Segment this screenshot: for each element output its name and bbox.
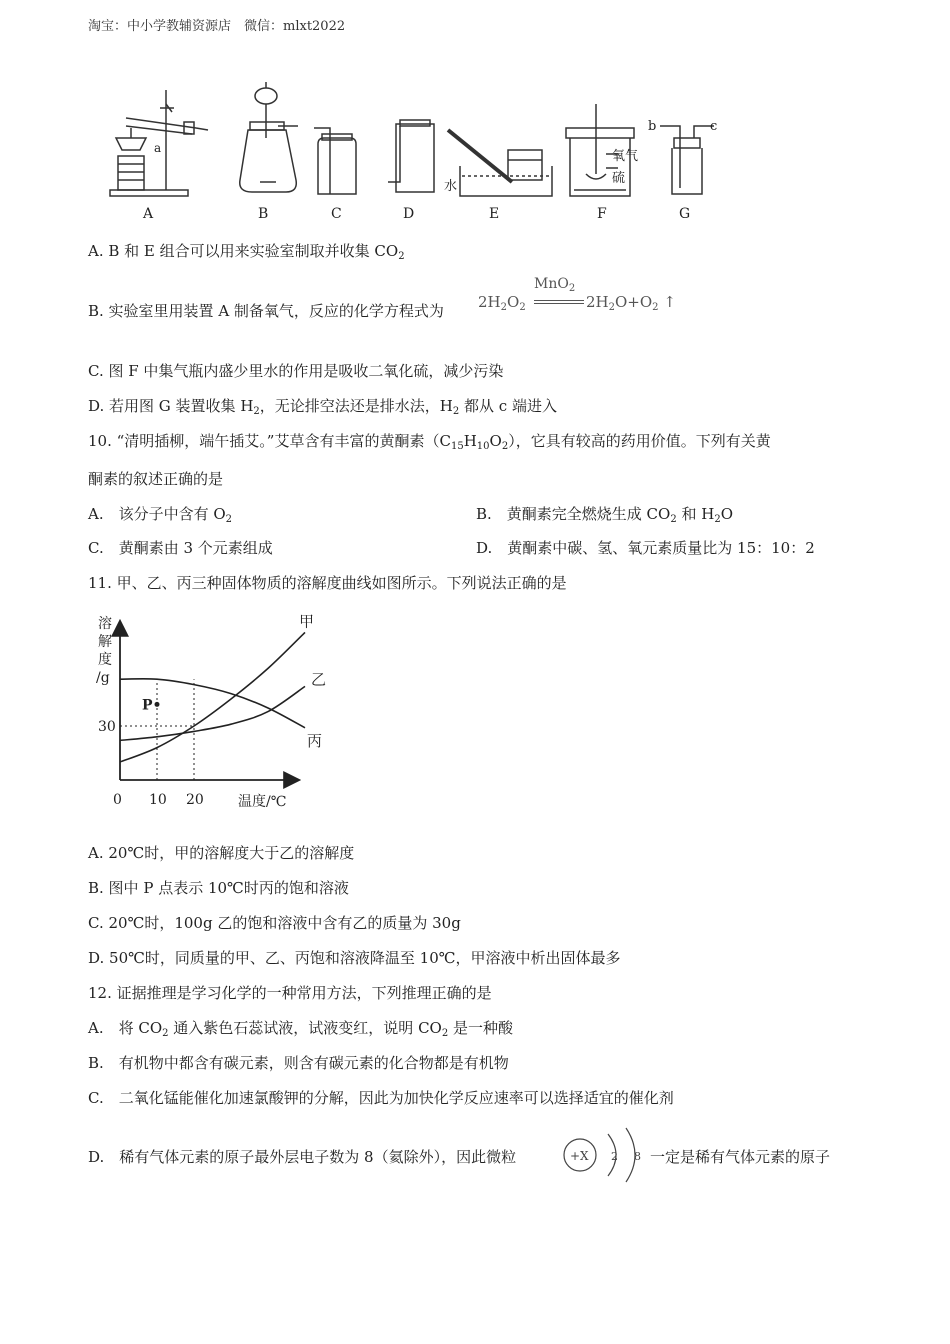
shell-2-count: 8: [634, 1150, 641, 1163]
label-water: 水: [444, 179, 458, 194]
label-oxygen: 氧气: [612, 149, 639, 164]
apparatus-figure: [100, 78, 740, 226]
q12-option-d: D. 稀有气体元素的原子最外层电子数为 8（氦除外），因此微粒: [88, 1148, 517, 1166]
xlabel: 温度/℃: [238, 794, 287, 810]
label-d: D: [403, 206, 415, 222]
q10-option-b: B. 黄酮素完全燃烧生成 $CO_2$ 和 $H_2O$: [476, 505, 734, 525]
curve-label-1: 甲: [299, 612, 315, 631]
q9-option-d: D. 若用图 G 装置收集 $H_2$，无论排空法还是排水法，$H_2$ 都从 c 端进入: [88, 397, 557, 417]
shell-1-count: 2: [611, 1150, 618, 1163]
xtick-20: 20: [186, 792, 204, 808]
q11-option-b: B. 图中 P 点表示 10℃时丙的饱和溶液: [88, 879, 349, 897]
label-b: B: [258, 206, 269, 222]
label-f: F: [597, 206, 607, 222]
label-b-end: b: [648, 119, 657, 134]
apparatus-g: [660, 126, 714, 194]
apparatus-e: [448, 130, 552, 196]
chemical-equation: $2H_2O_2$ MnO$_2$ $2H_2O+O_2$ ↑: [478, 276, 676, 313]
ytick-30: 30: [98, 719, 116, 735]
q12-option-a: A. 将 $CO_2$ 通入紫色石蕊试液，试液变红，说明 $CO_2$ 是一种酸: [88, 1019, 513, 1039]
ylabel-3: 度: [98, 652, 112, 668]
label-sulfur: 硫: [612, 171, 626, 186]
apparatus-d: [388, 120, 434, 192]
q10-stem-line2: 酮素的叙述正确的是: [88, 470, 224, 488]
q10-option-c: C. 黄酮素由 3 个元素组成: [88, 539, 273, 557]
atom-structure-diagram: [558, 1124, 650, 1184]
q11-option-a: A. 20℃时，甲的溶解度大于乙的溶解度: [88, 844, 355, 862]
ylabel-1: 溶: [98, 616, 112, 632]
q11-option-d: D. 50℃时，同质量的甲、乙、丙饱和溶液降温至 10℃，甲溶液中析出固体最多: [88, 949, 621, 967]
point-p-label: P: [142, 697, 153, 714]
page-header: 淘宝：中小学教辅资源店 微信：mlxt2022: [88, 19, 346, 34]
nucleus-label: +X: [570, 1149, 589, 1163]
ylabel-2: 解: [98, 634, 112, 650]
q11-stem: 11. 甲、乙、丙三种固体物质的溶解度曲线如图所示。下列说法正确的是: [88, 574, 567, 592]
q12-option-c: C. 二氧化锰能催化加速氯酸钾的分解，因此为加快化学反应速率可以选择适宜的催化剂: [88, 1089, 674, 1107]
xtick-0: 0: [113, 792, 122, 808]
q11-option-c: C. 20℃时，100g 乙的饱和溶液中含有乙的质量为 30g: [88, 914, 461, 932]
q9-option-c: C. 图 F 中集气瓶内盛少里水的作用是吸收二氧化硫，减少污染: [88, 362, 504, 380]
q12-stem: 12. 证据推理是学习化学的一种常用方法，下列推理正确的是: [88, 984, 492, 1002]
label-c-end: c: [710, 119, 718, 134]
label-c: C: [331, 206, 342, 222]
q10-option-a: A. 该分子中含有 $O_2$: [88, 505, 233, 525]
label-small-a: a: [154, 141, 162, 155]
apparatus-b: [240, 82, 298, 192]
ylabel-4: /g: [96, 670, 110, 686]
q12-option-b: B. 有机物中都含有碳元素，则含有碳元素的化合物都是有机物: [88, 1054, 509, 1072]
curve-label-2: 乙: [311, 670, 327, 689]
label-e: E: [489, 206, 500, 222]
label-g: G: [679, 206, 691, 222]
label-a: A: [143, 206, 154, 222]
q10-stem-line1: 10. “清明插柳，端午插艾。”艾草含有丰富的黄酮素$(C_{15}H_{10}O_2)$，它具有较高的药用价值。下列有关黄: [88, 432, 771, 452]
solubility-chart: [88, 612, 327, 817]
q10-option-d: D. 黄酮素中碳、氢、氧元素质量比为 15：10：2: [476, 539, 815, 557]
point-p-dot: [155, 702, 160, 707]
curve-label-3: 丙: [307, 731, 323, 750]
q9-option-a: A. B 和 E 组合可以用来实验室制取并收集 $CO_2$: [88, 242, 405, 262]
q12-option-d-end: 一定是稀有气体元素的原子: [650, 1148, 831, 1166]
q9-option-b: B. 实验室里用装置 A 制备氧气，反应的化学方程式为: [88, 302, 444, 320]
xtick-10: 10: [149, 792, 167, 808]
apparatus-c: [314, 128, 356, 194]
